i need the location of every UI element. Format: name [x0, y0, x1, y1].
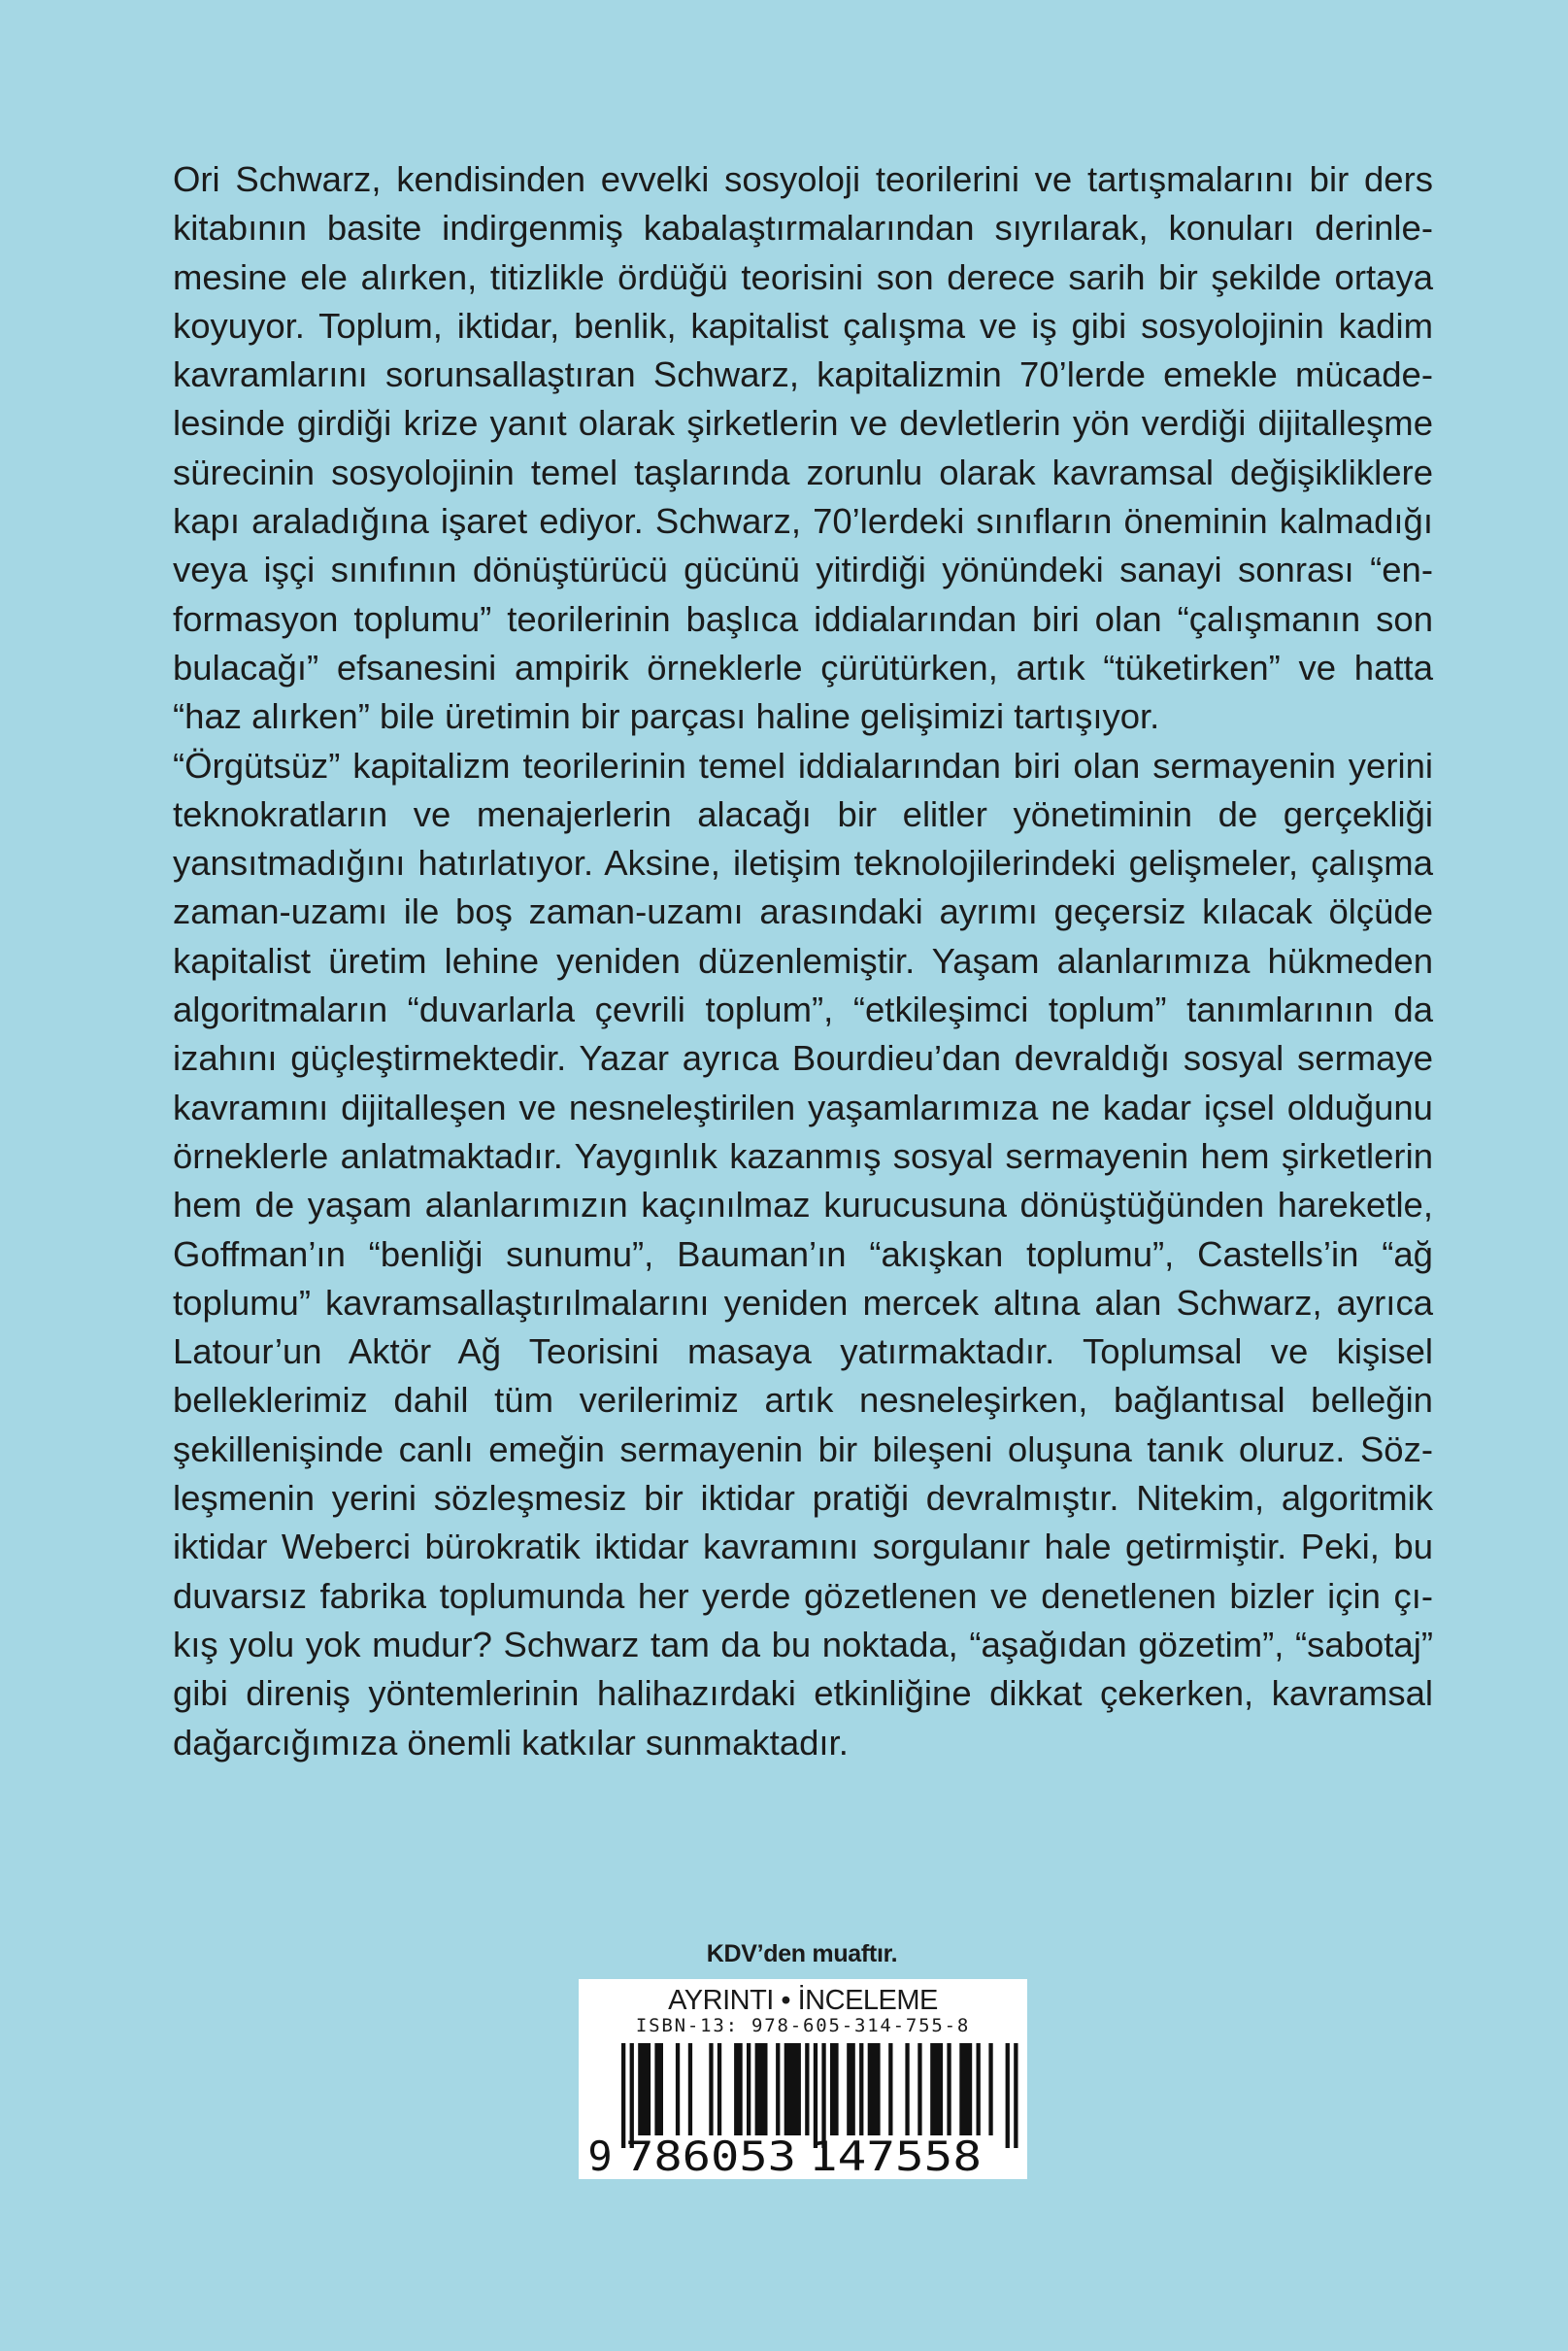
barcode-bar [959, 2043, 972, 2135]
barcode-bar [1006, 2043, 1010, 2148]
barcode-bar [776, 2043, 780, 2135]
barcode-bar [859, 2043, 863, 2135]
blurb-paragraph-1: Ori Schwarz, kendisinden evvelki sosyoloji teorilerini ve tartışmalarını bir ders kitabının basite indirgenmiş kabalaştırmalarından sıyrılarak, konuları derinlemesine ele alırken, titizlikle ördüğü teorisini son derece sarih bir şekilde ortaya koyuyor. Toplum, iktidar, benlik, kapitalist çalışma ve iş gibi sosyolojinin kadim kavramlarını sorunsallaştıran Schwarz, kapitalizmin 70’lerde emekle mücadelesinde girdiği krize yanıt olarak şirketlerin ve devletlerin yön verdiği dijitalleşme sürecinin sosyolojinin temel taşlarında zorunlu olarak kavramsal değişikliklere kapı araladığına işaret ediyor. Schwarz, 70’lerdeki sınıfların öneminin kalmadığı veya işçi sınıfının dönüştürücü gücünü yitirdiği yönündeki sanayi sonrası “enformasyon toplumu” teorilerinin başlıca iddialarından biri olan “çalışmanın son bulacağı” efsanesini ampirik örneklerle çürütürken, artık “tüketirken” ve hatta “haz alırken” bile üretimin bir parçası haline gelişimizi tartışıyor. [173, 159, 1433, 737]
barcode-bar [654, 2043, 663, 2135]
barcode-bar [847, 2043, 855, 2135]
barcode-bar [755, 2043, 768, 2135]
barcode-bar [688, 2043, 692, 2135]
barcode-bar [988, 2043, 992, 2135]
barcode-graphic [579, 1979, 1027, 2179]
barcode-bar [717, 2043, 721, 2135]
blurb-text [173, 155, 1433, 1767]
publisher-series-label: AYRINTI • İNCELEME [668, 1985, 938, 2016]
barcode-bar [930, 2043, 943, 2135]
barcode-bar [676, 2043, 680, 2135]
barcode-bar [830, 2043, 839, 2135]
barcode-bar [905, 2043, 909, 2135]
barcode-bar [784, 2043, 801, 2135]
barcode-bar [947, 2043, 951, 2135]
blurb-paragraph-2: “Örgütsüz” kapitalizm teorilerinin temel iddialarından biri olan sermayenin yerini teknokratların ve menajerlerin alacağı bir elitler yönetiminin de gerçekliği yansıtmadığını hatırlatıyor. Aksine, iletişim teknolojilerindeki gelişmeler, çalışma zaman-uzamı ile boş zaman-uzamı arasındaki ayrımı geçersiz kılacak ölçüde kapitalist üretim lehine yeniden düzenlemiştir. Yaşam alanlarımıza hükmeden algoritmaların “duvarlarla çevrili toplum”, “etkileşimci toplum” tanımlarının da izahını güçleştirmektedir. Yazar ayrıca Bourdieu’dan devraldığı sosyal sermaye kavramını dijitalleşen ve nesneleştirilen yaşamlarımıza ne kadar içsel olduğunu örneklerle anlatmaktadır. Yaygınlık kazanmış sosyal sermayenin hem şirketlerin hem de yaşam alanlarımızın kaçınılmaz kurucusuna dönüştüğünden hareketle, Goffman’ın “benliği sunumu”, Bauman’ın “akışkan toplumu”, Castells’in “ağ toplumu” kavramsallaştırılmalarını yeniden mercek altına alan Schwarz, ayrıca Latour’un Aktör Ağ Teorisini masaya yatırmaktadır. Toplumsal ve kişisel belleklerimiz dahil tüm verilerimiz artık nesneleşirken, bağlantısal belleğin şekillenişinde canlı emeğin sermayenin bir bileşeni oluşuna tanık oluruz. Sözleşmenin yerini sözleşmesiz bir iktidar pratiği devralmıştır. Nitekim, algoritmik iktidar Weberci bürokratik iktidar kavramını sorgulanır hale getirmiştir. Peki, bu duvarsız fabrika toplumunda her yerde gözetlenen ve denetlenen bizler için çıkış yolu yok mudur? Schwarz tam da bu noktada, “aşağıdan gözetim”, “sabotaj” gibi direniş yöntemlerinin halihazırdaki etkinliğine dikkat çekerken, kavramsal dağarcığımıza önemli katkılar sunmaktadır. [173, 745, 1433, 1763]
barcode-bar [734, 2043, 743, 2135]
barcode-bar [917, 2043, 921, 2135]
isbn-label: ISBN-13: 978-605-314-755-8 [635, 2015, 971, 2036]
barcode-digits-right: 147558 [809, 2133, 982, 2179]
barcode-bar [1014, 2043, 1018, 2148]
barcode-bar [638, 2043, 651, 2135]
barcode-bar [805, 2043, 809, 2135]
barcode-bar [868, 2043, 881, 2135]
vat-exemption-note: KDV’den muaftır. [706, 1940, 898, 1967]
barcode-bar [709, 2043, 713, 2135]
isbn-barcode-block [579, 1979, 1027, 2179]
barcode-bar [977, 2043, 981, 2135]
barcode-digit-prefix: 9 [587, 2133, 613, 2179]
barcode-bar [747, 2043, 751, 2135]
barcode-bar [888, 2043, 892, 2135]
barcode-digits-left: 786053 [625, 2133, 796, 2179]
